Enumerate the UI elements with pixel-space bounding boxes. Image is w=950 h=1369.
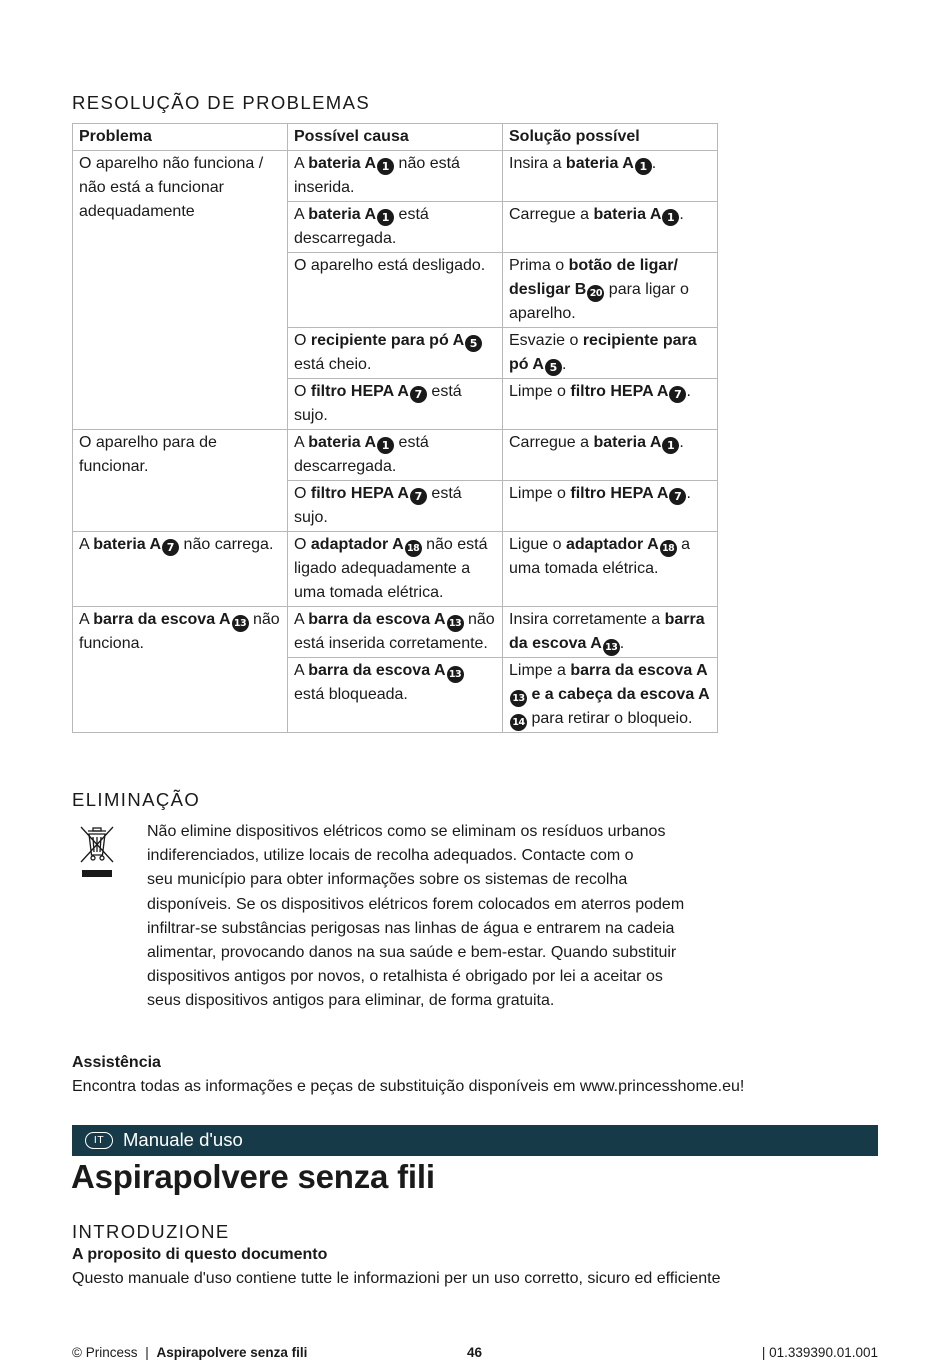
intro-text: Questo manuale d'uso contiene tutte le informazioni per un uso corretto, sicuro ed efficiente bbox=[72, 1270, 721, 1287]
part-number-badge: 7 bbox=[669, 386, 686, 403]
part-number-badge: 13 bbox=[447, 615, 464, 632]
page-number: 46 bbox=[467, 1345, 483, 1360]
cause-cell: O filtro HEPA A 7 está sujo. bbox=[288, 481, 503, 532]
footer-separator: | bbox=[145, 1345, 149, 1360]
solution-cell: Limpe a barra da escova A13 e a cabeça da escova A14 para retirar o bloqueio. bbox=[503, 658, 718, 733]
problem-cell: A barra da escova A 13 não funciona. bbox=[73, 607, 288, 733]
solution-cell: Esvazie o recipiente para pó A 5 . bbox=[503, 328, 718, 379]
cause-cell: O filtro HEPA A 7 está sujo. bbox=[288, 379, 503, 430]
footer-product: Aspirapolvere senza fili bbox=[156, 1345, 308, 1360]
header-cause: Possível causa bbox=[288, 124, 503, 151]
part-number-badge: 1 bbox=[377, 158, 394, 175]
part-number-badge: 14 bbox=[510, 714, 527, 731]
part-number-badge: 7 bbox=[669, 488, 686, 505]
table-row bbox=[73, 151, 718, 202]
section-title-troubleshooting: RESOLUÇÃO DE PROBLEMAS bbox=[72, 92, 371, 113]
cause-cell: A bateria A 1 está descarregada. bbox=[288, 202, 503, 253]
language-badge: IT bbox=[85, 1132, 113, 1149]
solution-cell: Ligue o adaptador A 18 a uma tomada elétrica. bbox=[503, 532, 718, 607]
table-row bbox=[73, 532, 718, 607]
part-number-badge: 1 bbox=[662, 209, 679, 226]
assistance-heading: Assistência bbox=[72, 1054, 161, 1071]
part-number-badge: 1 bbox=[377, 437, 394, 454]
part-number-badge: 18 bbox=[660, 540, 677, 557]
part-number-badge: 7 bbox=[410, 386, 427, 403]
part-number-badge: 7 bbox=[162, 539, 179, 556]
cause-cell: O aparelho está desligado. bbox=[288, 253, 503, 328]
solution-cell: Insira a bateria A 1 . bbox=[503, 151, 718, 202]
solution-cell: Insira corretamente a barra da escova A 13 . bbox=[503, 607, 718, 658]
table-row bbox=[73, 430, 718, 481]
part-number-badge: 20 bbox=[587, 285, 604, 302]
weee-crossed-bin-icon bbox=[78, 825, 116, 879]
section-title-disposal: ELIMINAÇÃO bbox=[72, 789, 201, 810]
disposal-text: Não elimine dispositivos elétricos como se eliminam os resíduos urbanos indiferenciados, utilize locais de recolha adequados. Contacte com o seu município para obter informações sobre os sistemas de recolha disponíveis. Se os dispositivos elétricos forem colocados em aterros podem infiltrar-se substâncias perigosas nas linhas de água e entrarem na cadeia alimentar, provocando danos na sua saúde e bem-estar. Quando substituir dispositivos antigos por novos, o retalhista é obrigado por lei a aceitar os seus dispositivos antigos para eliminar, de forma gratuita. bbox=[147, 823, 685, 1010]
solution-cell: Prima o botão de ligar/ desligar B 20 para ligar o aparelho. bbox=[503, 253, 718, 328]
document-code: | 01.339390.01.001 bbox=[761, 1345, 878, 1360]
table-row bbox=[73, 607, 718, 658]
cause-cell: A barra da escova A 13 não está inserida corretamente. bbox=[288, 607, 503, 658]
part-number-badge: 5 bbox=[465, 335, 482, 352]
part-number-badge: 13 bbox=[232, 615, 249, 632]
solution-cell: Limpe o filtro HEPA A 7 . bbox=[503, 481, 718, 532]
part-number-badge: 18 bbox=[405, 540, 422, 557]
footer-brand: © Princess bbox=[72, 1345, 138, 1360]
part-number-badge: 1 bbox=[635, 158, 652, 175]
product-title: Aspirapolvere senza fili bbox=[71, 1158, 435, 1195]
cause-cell: O recipiente para pó A 5 está cheio. bbox=[288, 328, 503, 379]
footer-left bbox=[72, 1345, 307, 1360]
cause-cell: O adaptador A 18 não está ligado adequadamente a uma tomada elétrica. bbox=[288, 532, 503, 607]
solution-cell: Carregue a bateria A 1 . bbox=[503, 202, 718, 253]
cause-cell: A bateria A 1 está descarregada. bbox=[288, 430, 503, 481]
header-solution: Solução possível bbox=[503, 124, 718, 151]
part-number-badge: 13 bbox=[447, 666, 464, 683]
part-number-badge: 7 bbox=[410, 488, 427, 505]
part-number-badge: 13 bbox=[603, 639, 620, 656]
solution-cell: Limpe o filtro HEPA A 7 . bbox=[503, 379, 718, 430]
part-number-badge: 5 bbox=[545, 359, 562, 376]
part-number-badge: 13 bbox=[510, 690, 527, 707]
solution-cell: Carregue a bateria A 1 . bbox=[503, 430, 718, 481]
language-banner bbox=[72, 1125, 878, 1156]
banner-title: Manuale d'uso bbox=[123, 1129, 243, 1150]
cause-cell: A barra da escova A 13 está bloqueada. bbox=[288, 658, 503, 733]
intro-subheading: A proposito di questo documento bbox=[72, 1246, 328, 1263]
problem-cell: A bateria A 7 não carrega. bbox=[73, 532, 288, 607]
part-number-badge: 1 bbox=[377, 209, 394, 226]
part-number-badge: 1 bbox=[662, 437, 679, 454]
section-title-intro: INTRODUZIONE bbox=[72, 1221, 230, 1242]
header-problem: Problema bbox=[73, 124, 288, 151]
problem-cell: O aparelho não funciona / não está a funcionar adequadamente bbox=[73, 151, 288, 430]
troubleshooting-table bbox=[72, 123, 718, 733]
problem-cell: O aparelho para de funcionar. bbox=[73, 430, 288, 532]
cause-cell: A bateria A 1 não está inserida. bbox=[288, 151, 503, 202]
assistance-text: Encontra todas as informações e peças de substituição disponíveis em www.princesshome.eu! bbox=[72, 1078, 745, 1095]
table-header-row bbox=[73, 124, 718, 151]
